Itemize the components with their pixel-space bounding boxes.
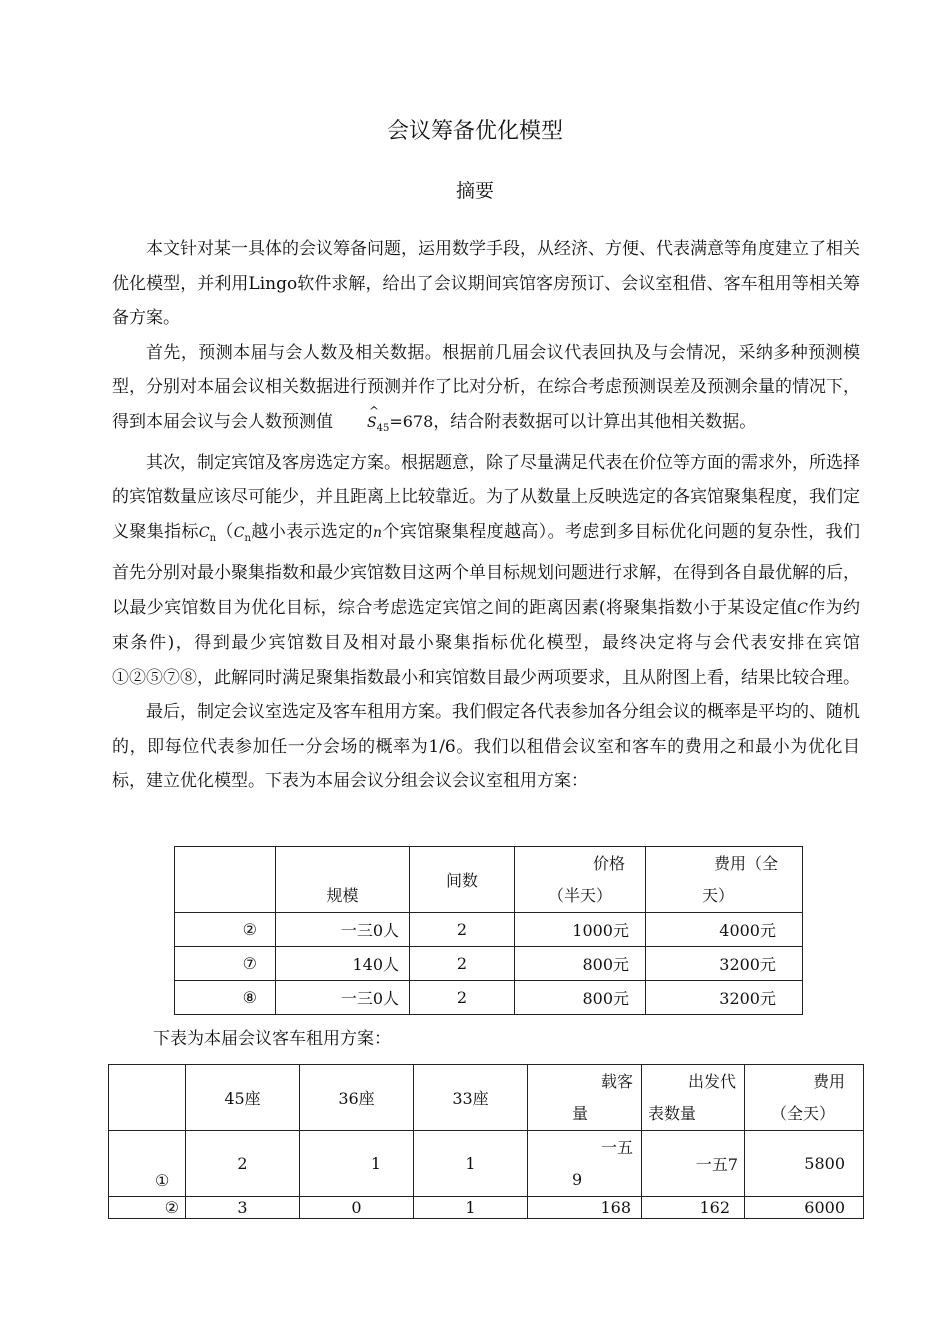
header-cell-scale: 规模 (276, 847, 410, 913)
paragraph-3-text-d: 个宾馆聚集程度越高）。考虑到多目标优化问题的复杂性，我们首先分别对最小聚集指数和最少宾馆数目这两个单目标规划问题进行求解，在得到各自最优解的后，以最少宾馆数目为优化目标，综合考虑选定宾馆之间的距离因素(将聚集指数小于某设定值 (112, 521, 860, 618)
header-cell-count: 间数 (410, 847, 515, 913)
document-title: 会议筹备优化模型 (386, 119, 563, 144)
table-row: ⑧ 一三0人 2 800元 3200元 (175, 981, 803, 1015)
paragraph-2-text-a: 首先，预测本届与会人数及相关数据。根据前几届会议代表回执及与会情况，采纳多种预测模型，分别对本届会议相关数据进行预测并作了比对分析，在综合考虑预测误差及预测余量的情况下，得到本届会议与会人数预测值 (112, 342, 860, 432)
s-hat-symbol: S ^ (333, 406, 377, 441)
paragraph-4: 最后，制定会议室选定及客车租用方案。我们假定各代表参加各分组会议的概率是平均的、随机的，即每位代表参加任一分会场的概率为1/6。我们以租借会议室和客车的费用之和最小为优化目标，建立优化模型。下表为本届会议分组会议会议室租用方案： (112, 702, 860, 792)
paragraph-3-text-e: 作为约束条件)，得到最少宾馆数目及相对最小聚集指标优化模型，最终决定将与会代表安排在宾馆①②⑤⑦⑧，此解同时满足聚集指数最小和宾馆数目最少两项要求，且从附图上看，结果比较合理。 (112, 597, 861, 688)
bus-rental-table (108, 1064, 864, 1219)
paragraph-2-text-b: ，结合附表数据可以计算出其他相关数据。 (433, 411, 757, 432)
header-cell-blank (175, 847, 276, 913)
formula-cn-2: $C_n$ (233, 524, 251, 544)
header-cell-cost: 费用（全 天） (646, 847, 803, 913)
table-row: ① 2 1 1 一五 9 一五7 5800 (109, 1131, 864, 1197)
s-subscript: 45 (376, 422, 390, 434)
abstract-body (112, 232, 860, 799)
hat-accent: ^ (369, 403, 380, 418)
table-header-row (175, 847, 803, 913)
header-cell-price: 价格 （半天） (515, 847, 646, 913)
paragraph-3-text-a: 其次，制定宾馆及客房选定方案。根据题意，除了尽量满足代表在价位等方面的需求外，所选择的宾馆数量应该尽可能少，并且距离上比较靠近。为了从数量上反映选定的各宾馆聚集程度，我们定义聚集指标 (112, 452, 860, 542)
header-cell-departing: 出发代 表数量 (642, 1065, 745, 1131)
bus-table-caption: 下表为本届会议客车租用方案： (153, 1029, 391, 1049)
paragraph-3-text-c: 越小表示选定的 (250, 521, 373, 542)
header-cell-cost: 费用 （全天） (745, 1065, 864, 1131)
paragraph-3-paren: （ (216, 521, 234, 542)
table-header-row: 45座 36座 33座 载客 量 出发代 表数量 费用 （全天） (109, 1065, 864, 1131)
table-row: ② 一三0人 2 1000元 4000元 (175, 913, 803, 947)
formula-n: n (372, 524, 382, 541)
header-cell-capacity: 载客 量 (528, 1065, 642, 1131)
table-row: ⑦ 140人 2 800元 3200元 (175, 947, 803, 981)
formula-c: C (797, 600, 808, 617)
formula-s45 (333, 403, 434, 434)
formula-cn-1: $C_n$ (198, 524, 217, 544)
table-row: ② 3 0 1 168 162 6000 (109, 1197, 864, 1219)
s-value: =678 (389, 411, 434, 431)
paragraph-3 (112, 446, 860, 695)
meeting-room-table (174, 846, 803, 1015)
abstract-heading: 摘要 (455, 180, 494, 202)
paragraph-1: 本文针对某一具体的会议筹备问题，运用数学手段，从经济、方便、代表满意等角度建立了相关优化模型，并利用Lingo软件求解，给出了会议期间宾馆客房预订、会议室租借、客车租用等相关筹备方案。 (112, 239, 860, 328)
paragraph-2 (112, 336, 860, 446)
